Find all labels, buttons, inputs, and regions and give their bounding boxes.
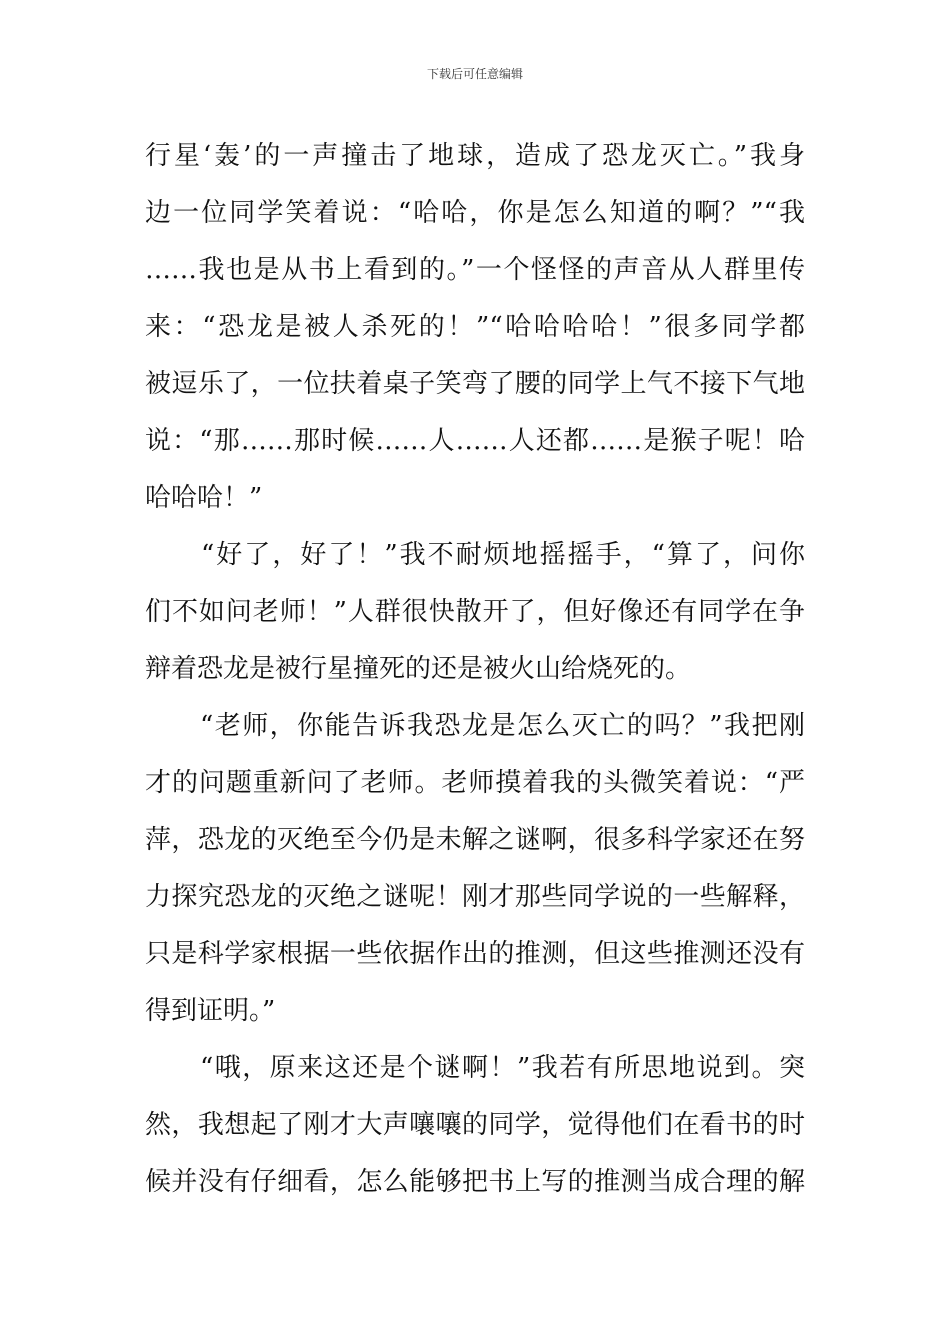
page-header: 下载后可任意编辑: [426, 67, 523, 81]
text-line: 们不如问老师！”人群很快散开了，但好像还有同学在争: [145, 597, 805, 627]
text-line: 力探究恐龙的灭绝之谜呢！刚才那些同学说的一些解释，: [145, 882, 805, 912]
text-line: 来：“恐龙是被人杀死的！”“哈哈哈哈！”很多同学都: [145, 312, 805, 342]
document-body: [145, 128, 805, 1211]
text-line: 哈哈哈！”: [145, 483, 263, 513]
text-line: “好了，好了！”我不耐烦地摇摇手，“算了，问你: [145, 540, 805, 570]
text-line: 边一位同学笑着说：“哈哈，你是怎么知道的啊？”“我: [145, 198, 805, 228]
text-line: 然，我想起了刚才大声嚷嚷的同学，觉得他们在看书的时: [145, 1110, 805, 1140]
text-line: 得到证明。”: [145, 996, 276, 1026]
text-line: ……我也是从书上看到的。”一个怪怪的声音从人群里传: [145, 255, 805, 285]
text-line: “老师，你能告诉我恐龙是怎么灭亡的吗？”我把刚: [145, 711, 805, 741]
text-line: 辩着恐龙是被行星撞死的还是被火山给烧死的。: [145, 654, 692, 684]
text-line: 说：“那……那时候……人……人还都……是猴子呢！哈: [145, 426, 805, 456]
text-line: 候并没有仔细看，怎么能够把书上写的推测当成合理的解: [145, 1167, 805, 1197]
text-line: 被逗乐了，一位扶着桌子笑弯了腰的同学上气不接下气地: [145, 369, 805, 399]
text-line: 才的问题重新问了老师。老师摸着我的头微笑着说：“严: [145, 768, 805, 798]
text-line: 行星‘轰’的一声撞击了地球，造成了恐龙灭亡。”我身: [145, 141, 805, 171]
text-line: 只是科学家根据一些依据作出的推测，但这些推测还没有: [145, 939, 805, 969]
text-line: “哦，原来这还是个谜啊！”我若有所思地说到。突: [145, 1053, 805, 1083]
text-line: 萍，恐龙的灭绝至今仍是未解之谜啊，很多科学家还在努: [145, 825, 805, 855]
